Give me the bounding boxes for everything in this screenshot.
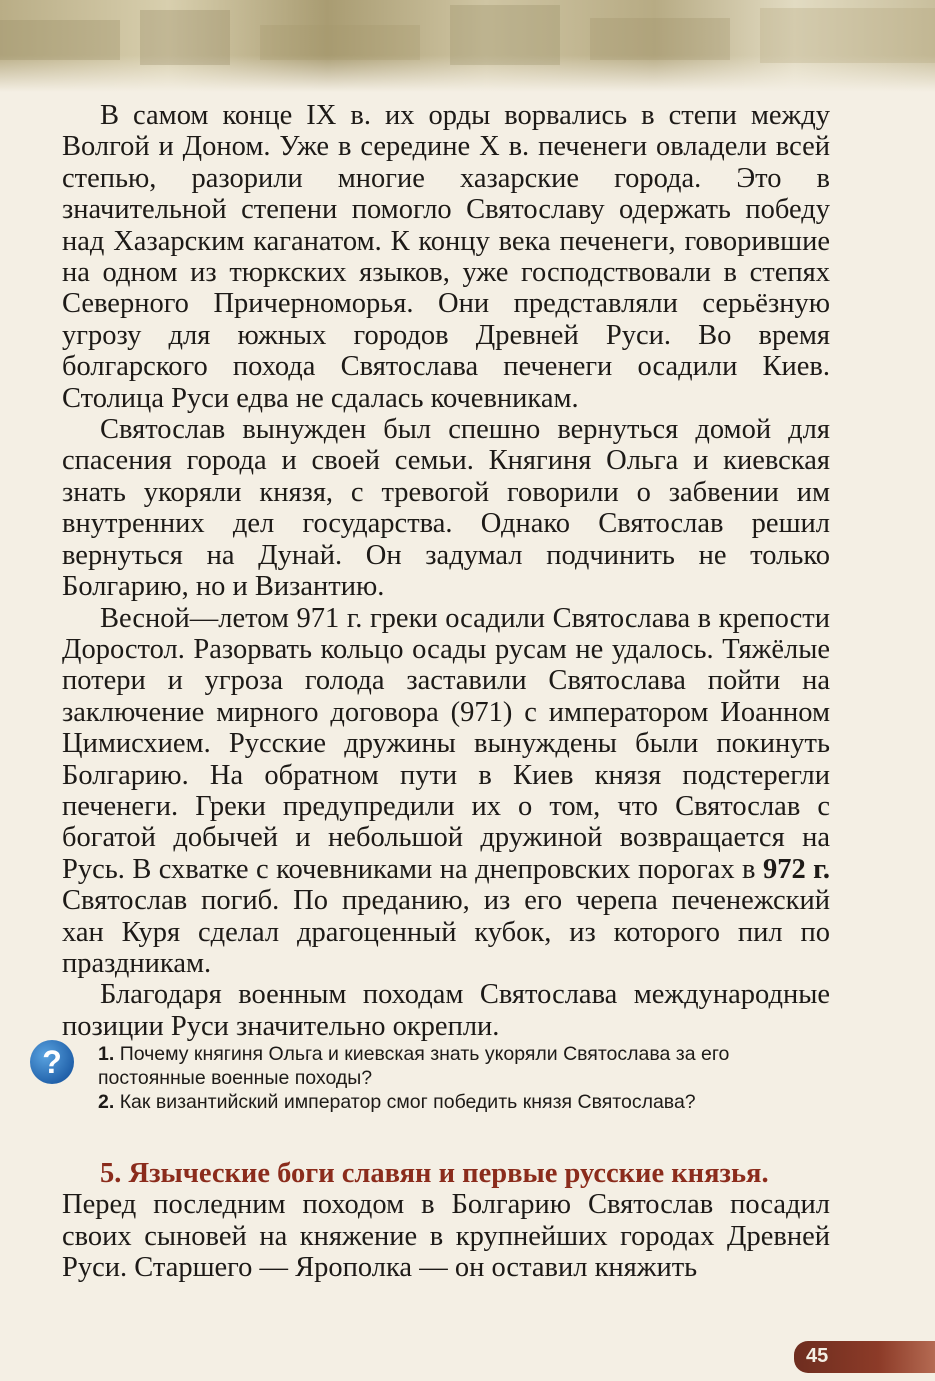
question-number: 1. <box>98 1043 115 1065</box>
section-title: 5. Языческие боги славян и первые русские князья. <box>100 1158 769 1189</box>
banner-ornament <box>0 0 935 92</box>
question-mark-icon: ? <box>30 1040 74 1084</box>
paragraph-3-start: Весной—летом 971 г. греки осадили Святослава в крепости Доростол. Разорвать кольцо осады русам не удалось. Тяжёлые потери и угроза голода заставили Святослава пойти на заключение мирного договора (971) с императором Иоанном Цимисхием. Русские дружины вынуждены были покинуть Болгарию. На обратном пути в Киев князя подстерегли печенеги. Греки предупредили их о том, что Святослав с богатой добычей и небольшой дружиной возвращается на Русь. В схватке с кочевниками на днепровских порогах в <box>62 602 830 885</box>
question-text: Почему княгиня Ольга и киевская знать укоряли Святослава за его постоянные военные походы? <box>98 1043 730 1089</box>
paragraph-3-end: Святослав погиб. По преданию, из его черепа печенежский хан Куря сделал драгоценный кубок, из которого пил по праздникам. <box>62 885 830 979</box>
main-text <box>62 100 830 1042</box>
question-number: 2. <box>98 1091 115 1113</box>
questions-block <box>30 1038 830 1128</box>
bold-year: 972 г. <box>762 853 831 885</box>
decorative-header-banner <box>0 0 935 92</box>
page-number-tab <box>794 1341 935 1373</box>
question-list <box>98 1042 833 1114</box>
paragraph-1: В самом конце IX в. их орды ворвались в степи между Волгой и Доном. Уже в середине X в. печенеги овладели всей степью, разорили многие хазарские города. Это в значительной степени помогло Святославу одержать победу над Хазарским каганатом. К концу века печенеги, говорившие на одном из тюркских языков, уже господствовали в степях Северного Причерноморья. Они представляли серьёзную угрозу для южных городов Древней Руси. Во время болгарского похода Святослава печенеги осадили Киев. Столица Руси едва не сдалась кочевникам. <box>62 100 830 414</box>
paragraph-2: Святослав вынужден был спешно вернуться домой для спасения города и своей семьи. Княгиня Ольга и киевская знать укоряли князя, с тревогой говорили о забвении им внутренних дел государства. Однако Святослав решил вернуться на Дунай. Он задумал подчинить не только Болгарию, но и Византию. <box>62 414 830 603</box>
question-item <box>98 1090 833 1114</box>
paragraph-3 <box>62 603 830 980</box>
question-text: Как византийский император смог победить князя Святослава? <box>119 1091 696 1113</box>
page-number: 45 <box>806 1345 829 1367</box>
paragraph-4: Благодаря военным походам Святослава международные позиции Руси значительно окрепли. <box>62 979 830 1042</box>
question-item <box>98 1042 833 1090</box>
section-paragraph: Перед последним походом в Болгарию Святослав посадил своих сыновей на княжение в крупнейших городах Древней Руси. Старшего — Ярополка — он оставил княжить <box>62 1189 830 1284</box>
section-5 <box>62 1158 830 1284</box>
